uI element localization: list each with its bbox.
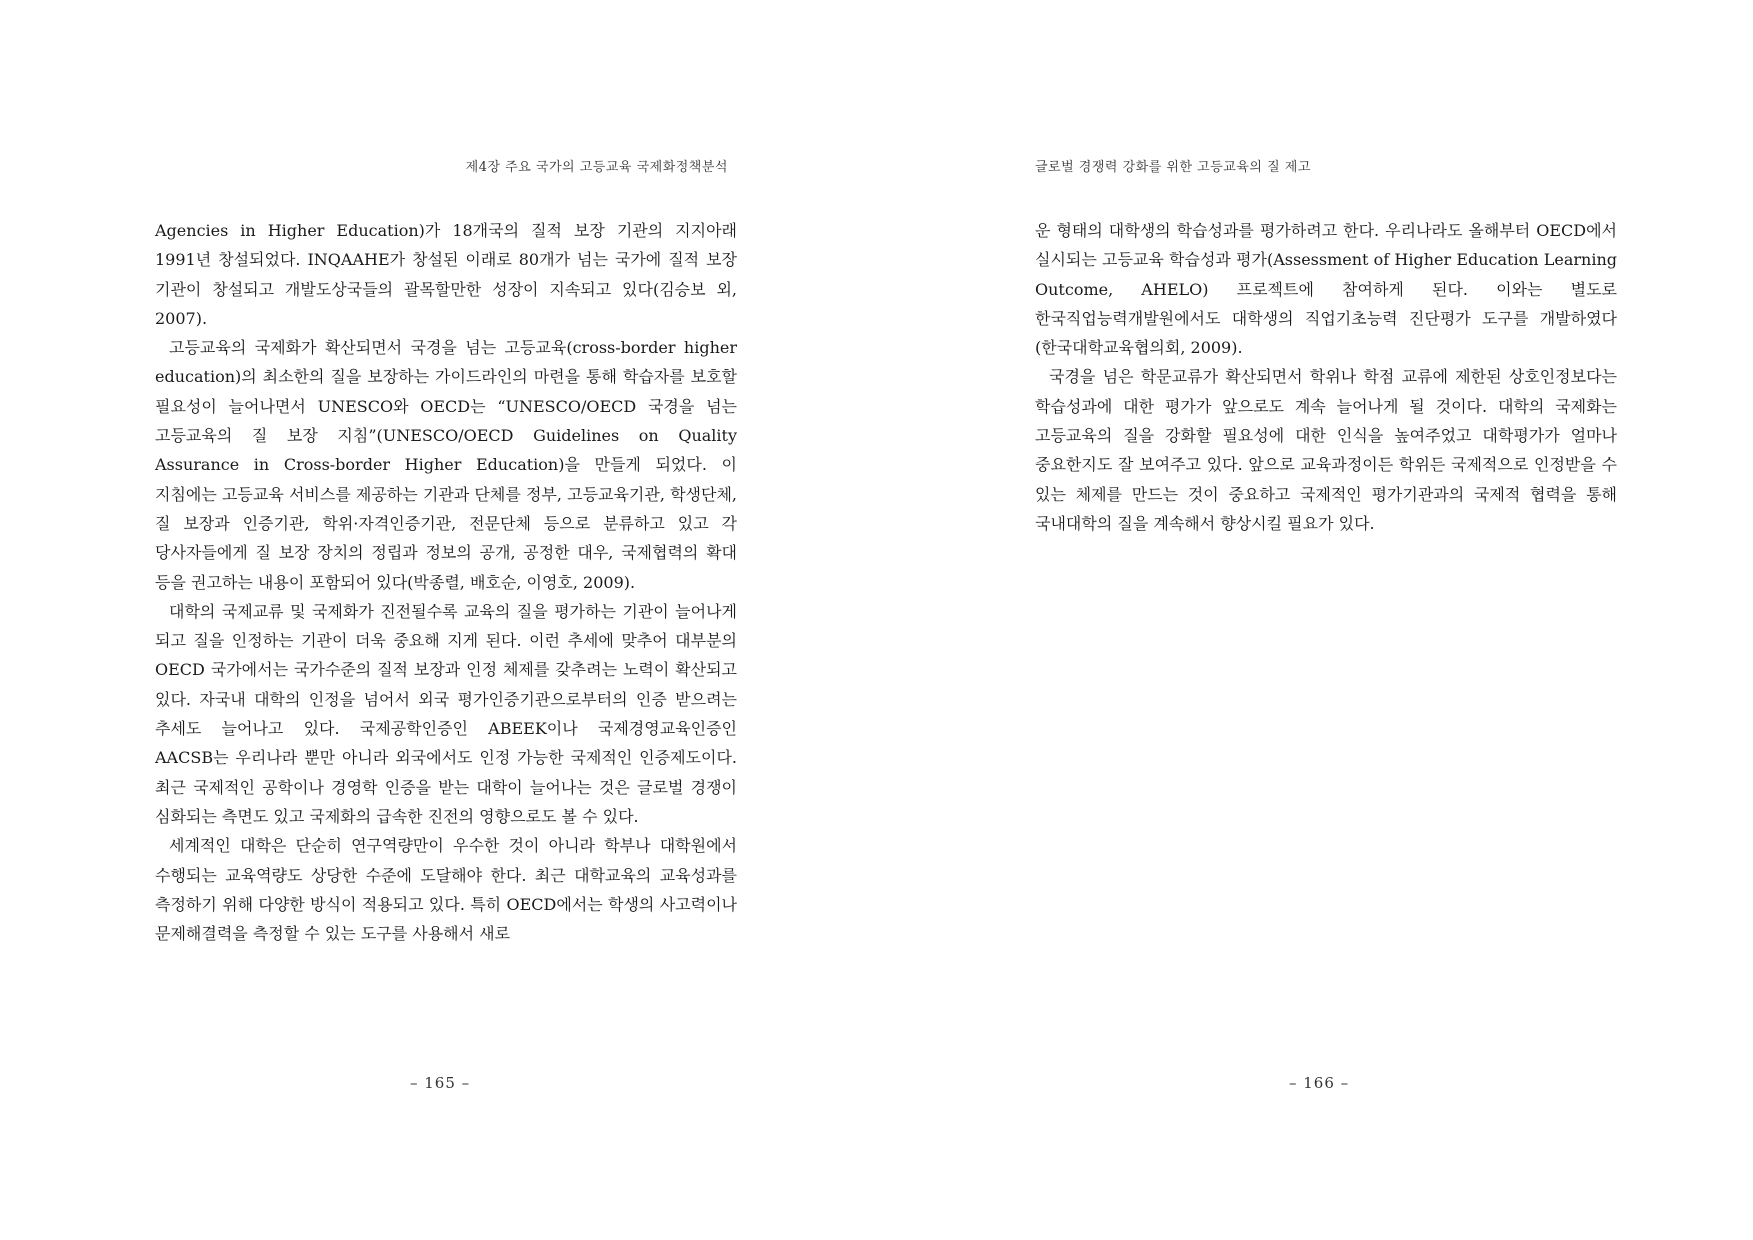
- paragraph: 고등교육의 국제화가 확산되면서 국경을 넘는 고등교육(cross-border higher education)의 최소한의 질을 보장하는 가이드라인의 마련을 통해 학습자를 보호할 필요성이 늘어나면서 UNESCO와 OECD는 “UNESCO/OECD 국경을 넘는 고등교육의 질 보장 지침”(UNESCO/OECD Guidelines on Quality Assurance in Cross-border Higher Education)을 만들게 되었다. 이 지침에는 고등교육 서비스를 제공하는 기관과 단체를 정부, 고등교육기관, 학생단체, 질 보장과 인증기관, 학위·자격인증기관, 전문단체 등으로 분류하고 있고 각 당사자들에게 질 보장 장치의 정립과 정보의 공개, 공정한 대우, 국제협력의 확대 등을 권고하는 내용이 포함되어 있다(박종렬, 배호순, 이영호, 2009).: [155, 338, 737, 592]
- left-page-number: – 165 –: [410, 1074, 471, 1092]
- paragraph: 운 형태의 대학생의 학습성과를 평가하려고 한다. 우리나라도 올해부터 OECD에서 실시되는 고등교육 학습성과 평가(Assessment of Higher Education Learning Outcome, AHELO) 프로젝트에 참여하게 된다. 이와는 별도로 한국직업능력개발원에서도 대학생의 직업기초능력 진단평가 도구를 개발하였다(한국대학교육협의회, 2009).: [1035, 221, 1617, 358]
- left-page: [0, 0, 876, 1240]
- right-body-text: [1035, 216, 1617, 538]
- left-body-text: [155, 216, 737, 948]
- paragraph: Agencies in Higher Education)가 18개국의 질적 보장 기관의 지지아래 1991년 창설되었다. INQAAHE가 창설된 이래로 80개가 넘는 국가에 질적 보장 기관이 창설되고 개발도상국들의 괄목할만한 성장이 지속되고 있다(김승보 외, 2007).: [155, 221, 737, 328]
- paragraph: 세계적인 대학은 단순히 연구역량만이 우수한 것이 아니라 학부나 대학원에서 수행되는 교육역량도 상당한 수준에 도달해야 한다. 최근 대학교육의 교육성과를 측정하기 위해 다양한 방식이 적용되고 있다. 특히 OECD에서는 학생의 사고력이나 문제해결력을 측정할 수 있는 도구를 사용해서 새로: [155, 836, 737, 944]
- right-page: [877, 0, 1753, 1240]
- paragraph: 대학의 국제교류 및 국제화가 진전될수록 교육의 질을 평가하는 기관이 늘어나게 되고 질을 인정하는 기관이 더욱 중요해 지게 된다. 이런 추세에 맞추어 대부분의 OECD 국가에서는 국가수준의 질적 보장과 인정 체제를 갖추려는 노력이 확산되고 있다. 자국내 대학의 인정을 넘어서 외국 평가인증기관으로부터의 인증 받으려는 추세도 늘어나고 있다. 국제공학인증인 ABEEK이나 국제경영교육인증인 AACSB는 우리나라 뿐만 아니라 외국에서도 인정 가능한 국제적인 인증제도이다. 최근 국제적인 공학이나 경영학 인증을 받는 대학이 늘어나는 것은 글로벌 경쟁이 심화되는 측면도 있고 국제화의 급속한 진전의 영향으로도 볼 수 있다.: [155, 601, 737, 826]
- right-page-number: – 166 –: [1289, 1074, 1350, 1092]
- paragraph: 국경을 넘은 학문교류가 확산되면서 학위나 학점 교류에 제한된 상호인정보다는 학습성과에 대한 평가가 앞으로도 계속 늘어나게 될 것이다. 대학의 국제화는 고등교육의 질을 강화할 필요성에 대한 인식을 높여주었고 대학평가가 얼마나 중요한지도 잘 보여주고 있다. 앞으로 교육과정이든 학위든 국제적으로 인정받을 수 있는 체제를 만드는 것이 중요하고 국제적인 평가기관과의 국제적 협력을 통해 국내대학의 질을 계속해서 향상시킬 필요가 있다.: [1035, 367, 1617, 533]
- right-running-header: 글로벌 경쟁력 강화를 위한 고등교육의 질 제고: [1035, 160, 1311, 175]
- left-running-header: 제4장 주요 국가의 고등교육 국제화정책분석: [465, 160, 728, 175]
